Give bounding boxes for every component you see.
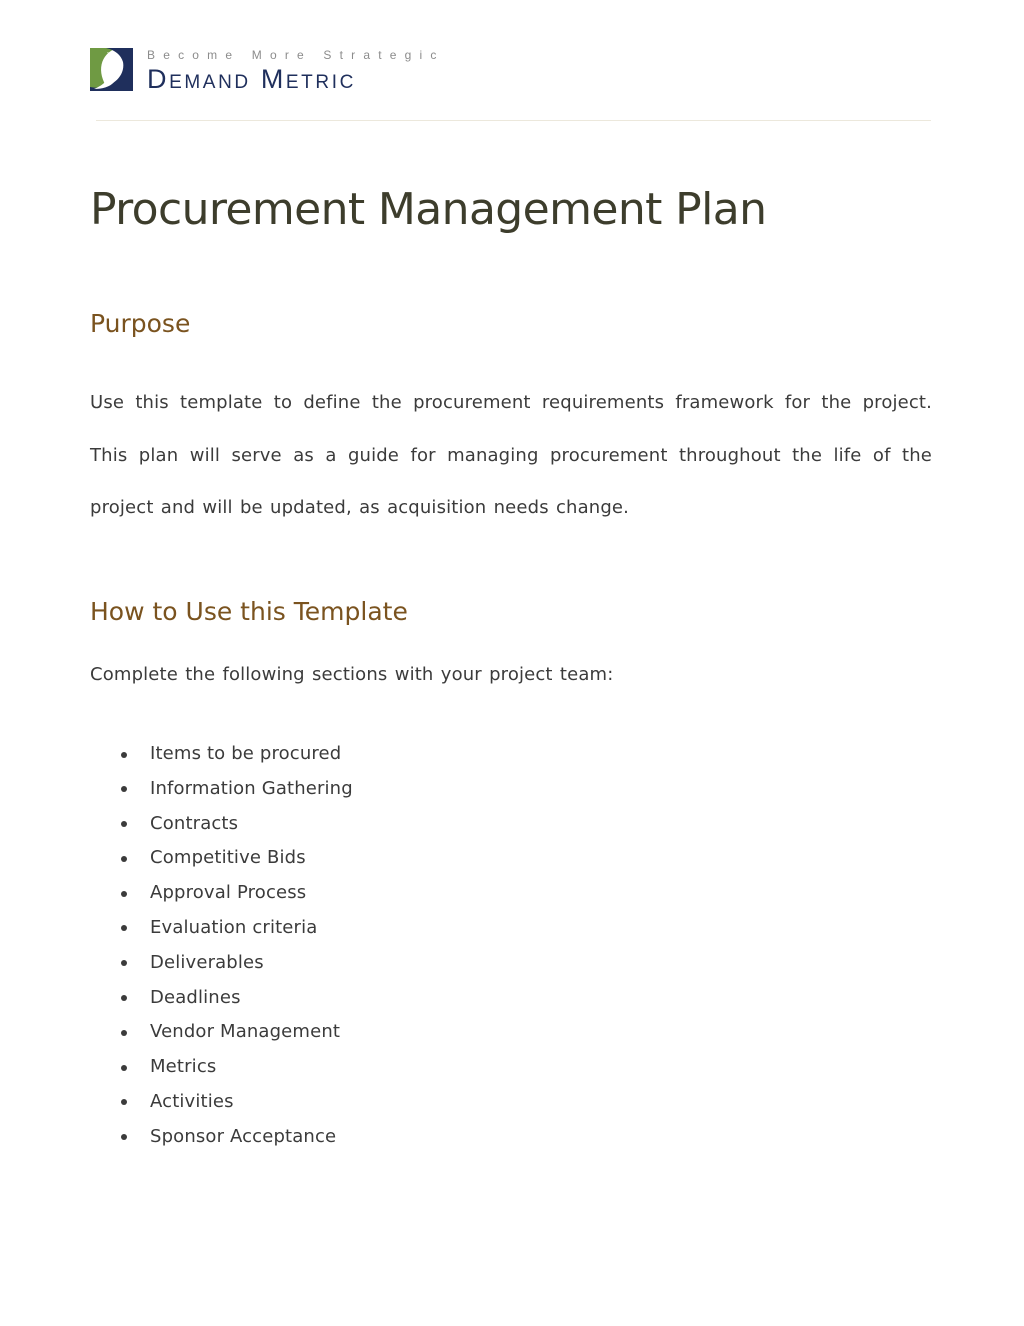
bullet-icon xyxy=(121,856,127,862)
list-item-label: Approval Process xyxy=(150,882,307,904)
list-item xyxy=(114,1015,353,1050)
header-divider xyxy=(96,120,931,121)
logo-brand-name: Demand Metric xyxy=(147,64,356,94)
document-title: Procurement Management Plan xyxy=(90,184,767,235)
list-item xyxy=(114,772,353,807)
list-item-label: Activities xyxy=(150,1090,234,1112)
list-item-label: Contracts xyxy=(150,812,239,834)
sections-list xyxy=(114,737,353,1155)
bullet-icon xyxy=(121,1099,127,1105)
list-item xyxy=(114,911,353,946)
bullet-icon xyxy=(121,891,127,897)
list-item-label: Evaluation criteria xyxy=(150,916,318,938)
list-item xyxy=(114,981,353,1016)
bullet-icon xyxy=(121,960,127,966)
list-item-label: Items to be procured xyxy=(150,743,342,764)
list-item-label: Information Gathering xyxy=(150,777,353,799)
bullet-icon xyxy=(121,752,127,758)
list-item xyxy=(114,876,353,911)
purpose-paragraph: Use this template to define the procurement requirements framework for the project. This plan will serve as a guide for managing procurement throughout the life of the project and will be updated, as acquisition needs change. xyxy=(90,392,932,518)
bullet-icon xyxy=(121,1030,127,1036)
bullet-icon xyxy=(121,1065,127,1071)
bullet-icon xyxy=(121,786,127,792)
demand-metric-logo-icon xyxy=(90,48,133,91)
bullet-icon xyxy=(121,1134,127,1140)
list-item xyxy=(114,1120,353,1155)
logo-tagline: Become More Strategic xyxy=(147,48,445,62)
list-item-label: Deadlines xyxy=(150,986,241,1008)
bullet-icon xyxy=(121,821,127,827)
how-to-use-intro: Complete the following sections with your project team: xyxy=(90,664,614,685)
list-item xyxy=(114,841,353,876)
how-to-use-heading: How to Use this Template xyxy=(90,597,408,626)
list-item xyxy=(114,1085,353,1120)
list-item-label: Competitive Bids xyxy=(150,847,306,869)
bullet-icon xyxy=(121,995,127,1001)
list-item xyxy=(114,737,353,772)
list-item-label: Deliverables xyxy=(150,951,264,973)
list-item-label: Metrics xyxy=(150,1056,217,1078)
list-item-label: Vendor Management xyxy=(150,1021,341,1043)
purpose-heading: Purpose xyxy=(90,309,191,338)
bullet-icon xyxy=(121,925,127,931)
list-item xyxy=(114,807,353,842)
demand-metric-logo xyxy=(90,47,490,93)
list-item-label: Sponsor Acceptance xyxy=(150,1125,337,1147)
list-item xyxy=(114,946,353,981)
list-item xyxy=(114,1050,353,1085)
